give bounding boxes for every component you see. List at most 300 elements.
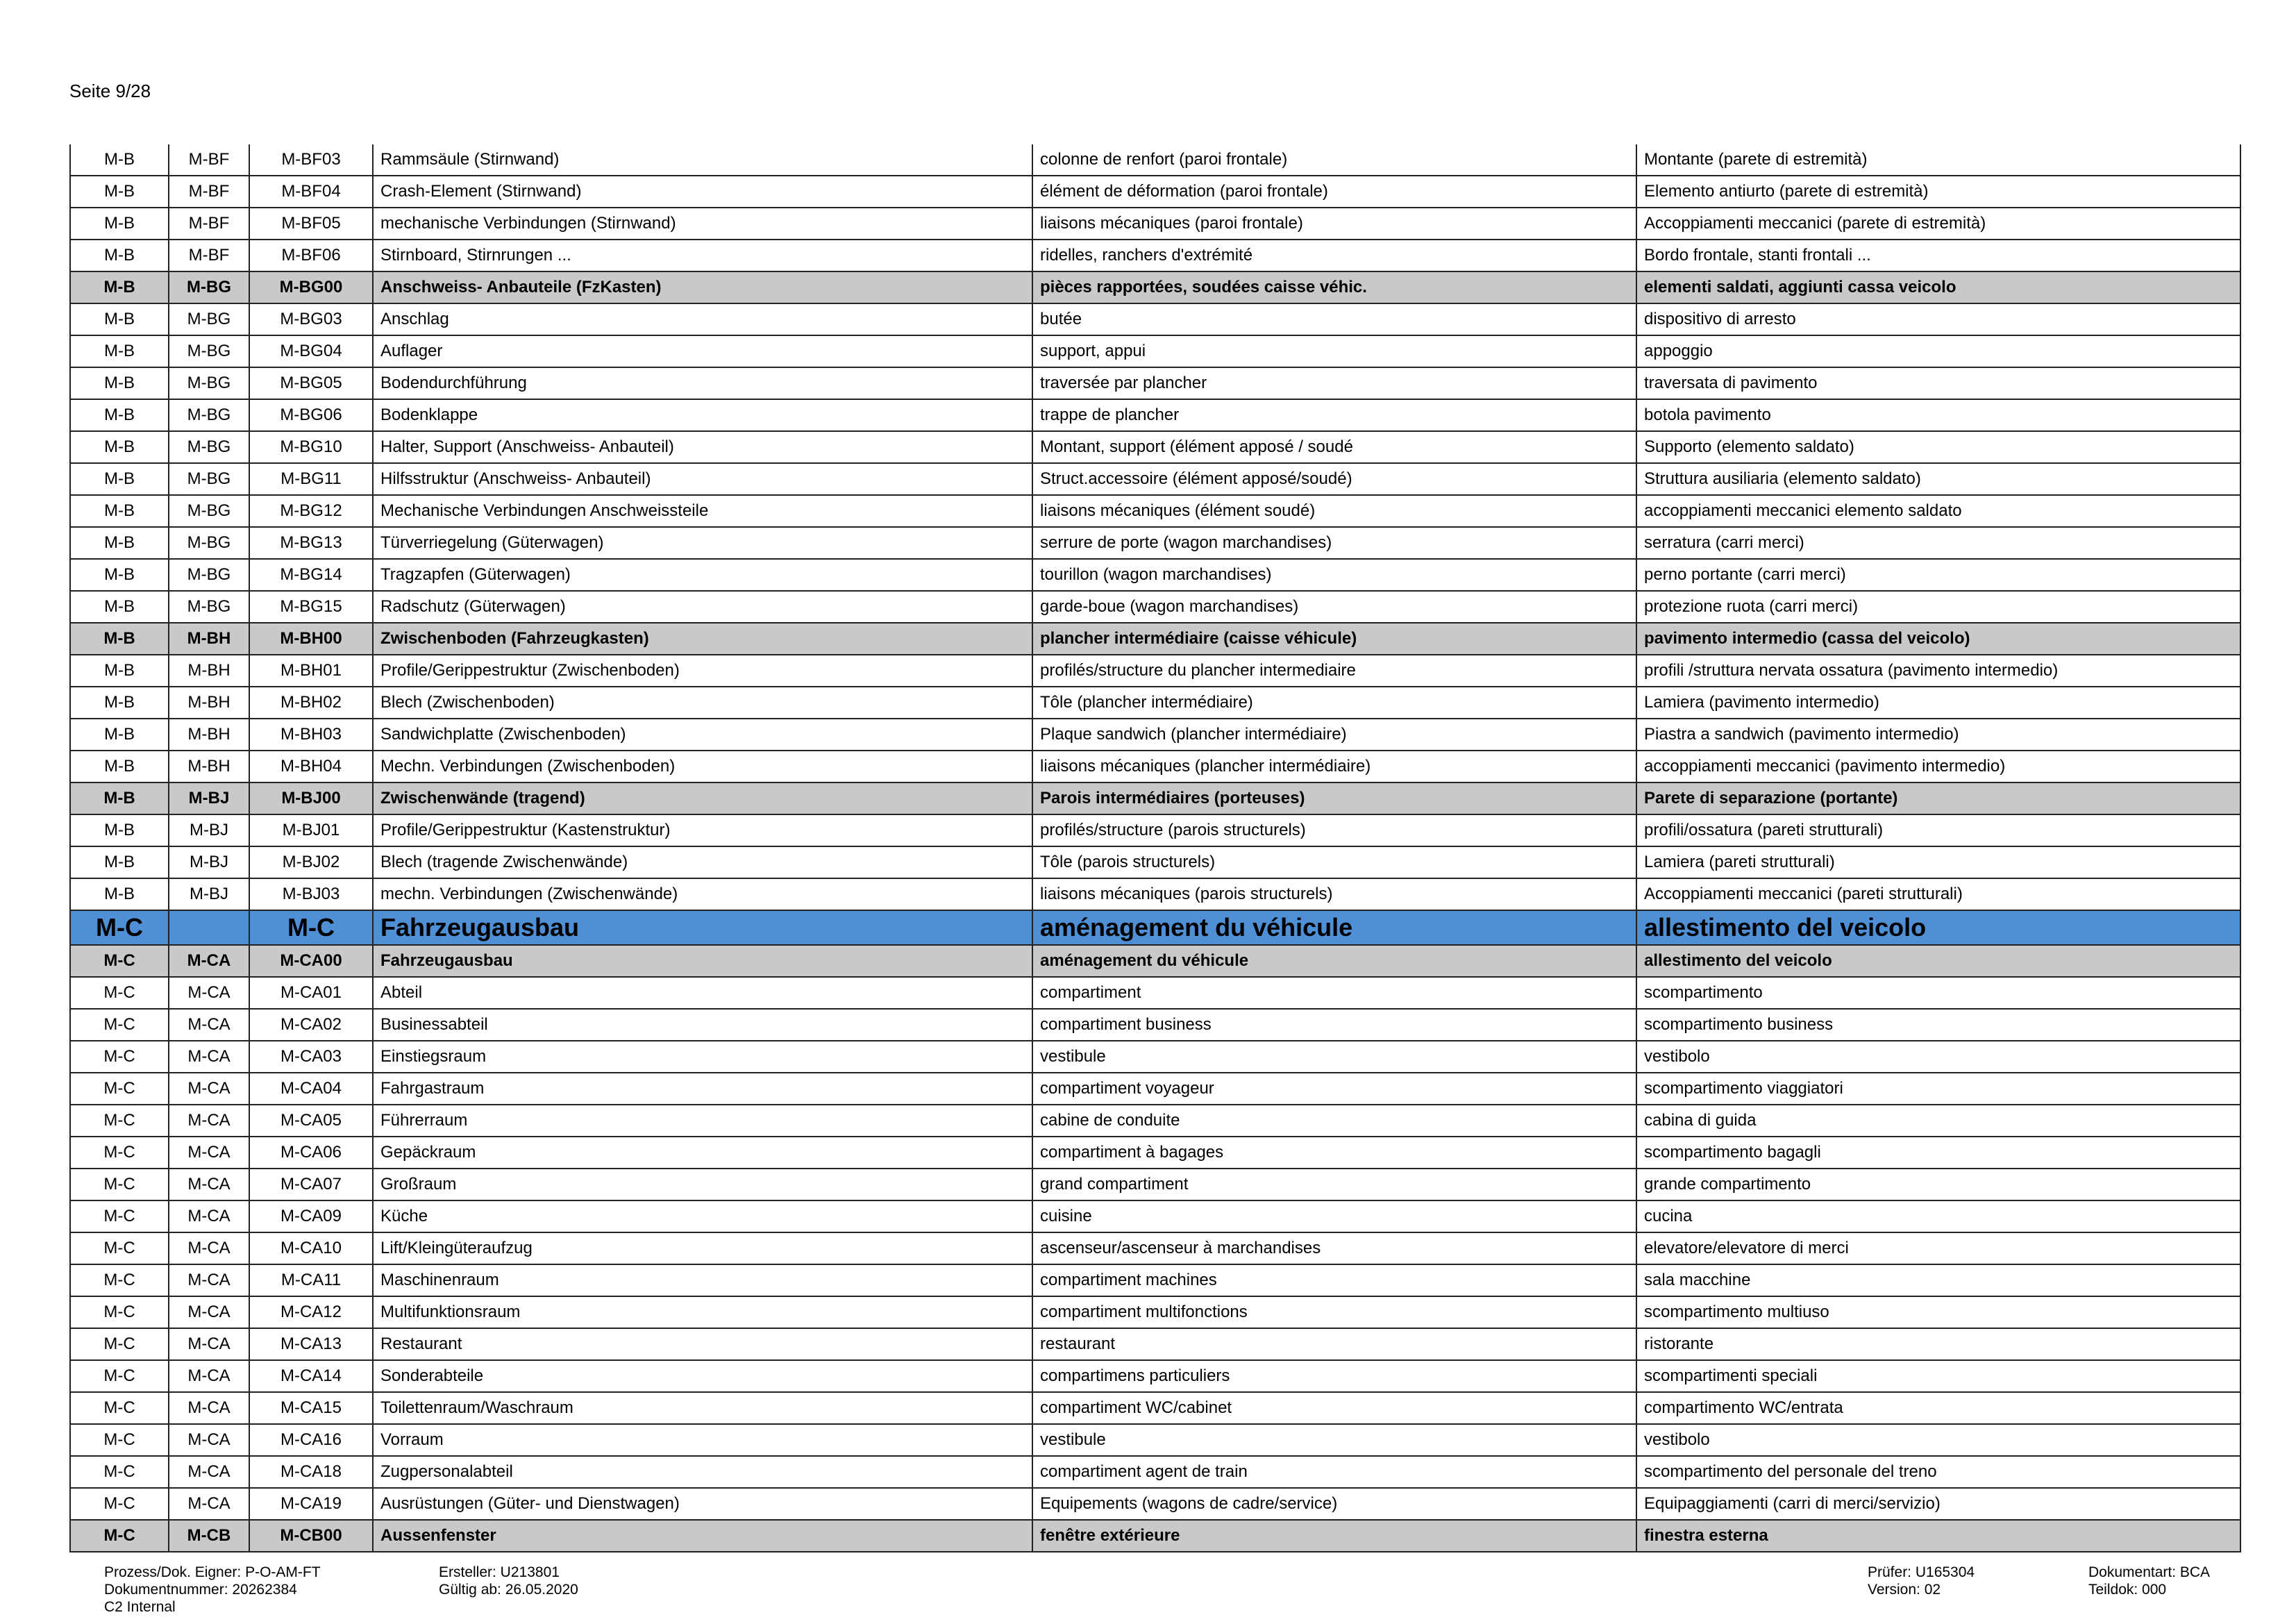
group-header-row bbox=[70, 1520, 2240, 1552]
italian-term-cell: sala macchine bbox=[1636, 1264, 2240, 1296]
subgroup-code-cell: M-BG bbox=[169, 303, 249, 335]
subgroup-code-cell: M-BH bbox=[169, 719, 249, 751]
french-term-cell: ridelles, ranchers d'extrémité bbox=[1032, 240, 1636, 271]
french-term-cell: compartiment WC/cabinet bbox=[1032, 1392, 1636, 1424]
italian-term-cell: elevatore/elevatore di merci bbox=[1636, 1232, 2240, 1264]
french-term-cell: Plaque sandwich (plancher intermédiaire) bbox=[1032, 719, 1636, 751]
french-term-cell: support, appui bbox=[1032, 335, 1636, 367]
item-code-cell: M-CA10 bbox=[249, 1232, 373, 1264]
item-code-cell: M-CA15 bbox=[249, 1392, 373, 1424]
item-code-cell: M-BH00 bbox=[249, 623, 373, 655]
footer-creator: Ersteller: U213801 bbox=[439, 1564, 560, 1580]
german-term-cell: Fahrzeugausbau bbox=[373, 910, 1032, 945]
table-row bbox=[70, 1392, 2240, 1424]
italian-term-cell: Piastra a sandwich (pavimento intermedio) bbox=[1636, 719, 2240, 751]
table-body bbox=[70, 144, 2240, 1552]
item-code-cell: M-CA19 bbox=[249, 1488, 373, 1520]
german-term-cell: Abteil bbox=[373, 977, 1032, 1009]
german-term-cell: mechanische Verbindungen (Stirnwand) bbox=[373, 208, 1032, 240]
footer-doc-number: Dokumentnummer: 20262384 bbox=[104, 1582, 297, 1598]
german-term-cell: Aussenfenster bbox=[373, 1520, 1032, 1552]
french-term-cell: fenêtre extérieure bbox=[1032, 1520, 1636, 1552]
subgroup-code-cell: M-BG bbox=[169, 335, 249, 367]
german-term-cell: Bodendurchführung bbox=[373, 367, 1032, 399]
table-row bbox=[70, 846, 2240, 878]
item-code-cell: M-CA07 bbox=[249, 1169, 373, 1200]
group-code-cell: M-B bbox=[70, 271, 169, 303]
group-code-cell: M-C bbox=[70, 1232, 169, 1264]
group-code-cell: M-C bbox=[70, 1264, 169, 1296]
item-code-cell: M-BJ02 bbox=[249, 846, 373, 878]
item-code-cell: M-BH03 bbox=[249, 719, 373, 751]
table-row bbox=[70, 495, 2240, 527]
italian-term-cell: dispositivo di arresto bbox=[1636, 303, 2240, 335]
item-code-cell: M-CA01 bbox=[249, 977, 373, 1009]
french-term-cell: Montant, support (élément apposé / soudé bbox=[1032, 431, 1636, 463]
group-code-cell: M-B bbox=[70, 303, 169, 335]
italian-term-cell: finestra esterna bbox=[1636, 1520, 2240, 1552]
item-code-cell: M-CA04 bbox=[249, 1073, 373, 1105]
italian-term-cell: traversata di pavimento bbox=[1636, 367, 2240, 399]
french-term-cell: plancher intermédiaire (caisse véhicule) bbox=[1032, 623, 1636, 655]
subgroup-code-cell: M-BJ bbox=[169, 878, 249, 910]
french-term-cell: colonne de renfort (paroi frontale) bbox=[1032, 144, 1636, 176]
subgroup-code-cell: M-CA bbox=[169, 1105, 249, 1137]
german-term-cell: Blech (Zwischenboden) bbox=[373, 687, 1032, 719]
french-term-cell: garde-boue (wagon marchandises) bbox=[1032, 591, 1636, 623]
french-term-cell: Equipements (wagons de cadre/service) bbox=[1032, 1488, 1636, 1520]
group-code-cell: M-C bbox=[70, 1424, 169, 1456]
subgroup-code-cell: M-BG bbox=[169, 399, 249, 431]
french-term-cell: aménagement du véhicule bbox=[1032, 945, 1636, 977]
italian-term-cell: scompartimento del personale del treno bbox=[1636, 1456, 2240, 1488]
german-term-cell: Bodenklappe bbox=[373, 399, 1032, 431]
subgroup-code-cell: M-BJ bbox=[169, 814, 249, 846]
italian-term-cell: scompartimenti speciali bbox=[1636, 1360, 2240, 1392]
french-term-cell: compartiment business bbox=[1032, 1009, 1636, 1041]
french-term-cell: butée bbox=[1032, 303, 1636, 335]
group-code-cell: M-B bbox=[70, 208, 169, 240]
italian-term-cell: Supporto (elemento saldato) bbox=[1636, 431, 2240, 463]
german-term-cell: Ausrüstungen (Güter- und Dienstwagen) bbox=[373, 1488, 1032, 1520]
subgroup-code-cell: M-CA bbox=[169, 1424, 249, 1456]
subgroup-code-cell: M-CA bbox=[169, 1009, 249, 1041]
german-term-cell: Crash-Element (Stirnwand) bbox=[373, 176, 1032, 208]
french-term-cell: cuisine bbox=[1032, 1200, 1636, 1232]
italian-term-cell: ristorante bbox=[1636, 1328, 2240, 1360]
page-footer bbox=[0, 1564, 2296, 1624]
group-code-cell: M-C bbox=[70, 1520, 169, 1552]
italian-term-cell: scompartimento business bbox=[1636, 1009, 2240, 1041]
italian-term-cell: allestimento del veicolo bbox=[1636, 945, 2240, 977]
item-code-cell: M-BG04 bbox=[249, 335, 373, 367]
table-row bbox=[70, 367, 2240, 399]
group-code-cell: M-B bbox=[70, 559, 169, 591]
french-term-cell: compartiment voyageur bbox=[1032, 1073, 1636, 1105]
group-code-cell: M-C bbox=[70, 1137, 169, 1169]
french-term-cell: grand compartiment bbox=[1032, 1169, 1636, 1200]
subgroup-code-cell: M-BF bbox=[169, 208, 249, 240]
group-code-cell: M-B bbox=[70, 335, 169, 367]
group-code-cell: M-B bbox=[70, 367, 169, 399]
item-code-cell: M-CA13 bbox=[249, 1328, 373, 1360]
french-term-cell: compartiment bbox=[1032, 977, 1636, 1009]
table-row bbox=[70, 1073, 2240, 1105]
italian-term-cell: scompartimento bagagli bbox=[1636, 1137, 2240, 1169]
table-row bbox=[70, 208, 2240, 240]
german-term-cell: Türverriegelung (Güterwagen) bbox=[373, 527, 1032, 559]
german-term-cell: Radschutz (Güterwagen) bbox=[373, 591, 1032, 623]
item-code-cell: M-BF05 bbox=[249, 208, 373, 240]
subgroup-code-cell: M-BG bbox=[169, 463, 249, 495]
german-term-cell: Zugpersonalabteil bbox=[373, 1456, 1032, 1488]
table-row bbox=[70, 591, 2240, 623]
item-code-cell: M-BG06 bbox=[249, 399, 373, 431]
group-code-cell: M-B bbox=[70, 431, 169, 463]
item-code-cell: M-CA02 bbox=[249, 1009, 373, 1041]
french-term-cell: Tôle (parois structurels) bbox=[1032, 846, 1636, 878]
footer-owner-block bbox=[104, 1564, 321, 1616]
table-row bbox=[70, 1137, 2240, 1169]
subgroup-code-cell: M-CA bbox=[169, 1360, 249, 1392]
group-code-cell: M-C bbox=[70, 1105, 169, 1137]
german-term-cell: Auflager bbox=[373, 335, 1032, 367]
group-code-cell: M-C bbox=[70, 1488, 169, 1520]
subgroup-code-cell: M-BH bbox=[169, 687, 249, 719]
subgroup-code-cell: M-BF bbox=[169, 176, 249, 208]
item-code-cell: M-BG12 bbox=[249, 495, 373, 527]
subgroup-code-cell: M-BG bbox=[169, 527, 249, 559]
item-code-cell: M-CA11 bbox=[249, 1264, 373, 1296]
group-code-cell: M-C bbox=[70, 1328, 169, 1360]
italian-term-cell: perno portante (carri merci) bbox=[1636, 559, 2240, 591]
german-term-cell: Blech (tragende Zwischenwände) bbox=[373, 846, 1032, 878]
italian-term-cell: appoggio bbox=[1636, 335, 2240, 367]
subgroup-code-cell: M-CA bbox=[169, 1264, 249, 1296]
french-term-cell: tourillon (wagon marchandises) bbox=[1032, 559, 1636, 591]
italian-term-cell: Struttura ausiliaria (elemento saldato) bbox=[1636, 463, 2240, 495]
item-code-cell: M-CA16 bbox=[249, 1424, 373, 1456]
table-row bbox=[70, 335, 2240, 367]
french-term-cell: profilés/structure du plancher intermediaire bbox=[1032, 655, 1636, 687]
french-term-cell: compartiment agent de train bbox=[1032, 1456, 1636, 1488]
table-row bbox=[70, 559, 2240, 591]
italian-term-cell: grande compartimento bbox=[1636, 1169, 2240, 1200]
table-row bbox=[70, 303, 2240, 335]
group-code-cell: M-C bbox=[70, 1456, 169, 1488]
table-row bbox=[70, 1328, 2240, 1360]
italian-term-cell: profili /struttura nervata ossatura (pavimento intermedio) bbox=[1636, 655, 2240, 687]
table-row bbox=[70, 655, 2240, 687]
table-row bbox=[70, 1232, 2240, 1264]
italian-term-cell: cucina bbox=[1636, 1200, 2240, 1232]
table-row bbox=[70, 1456, 2240, 1488]
item-code-cell: M-BJ00 bbox=[249, 782, 373, 814]
french-term-cell: liaisons mécaniques (élément soudé) bbox=[1032, 495, 1636, 527]
group-code-cell: M-B bbox=[70, 655, 169, 687]
item-code-cell: M-BF06 bbox=[249, 240, 373, 271]
french-term-cell: profilés/structure (parois structurels) bbox=[1032, 814, 1636, 846]
french-term-cell: Struct.accessoire (élément apposé/soudé) bbox=[1032, 463, 1636, 495]
italian-term-cell: elementi saldati, aggiunti cassa veicolo bbox=[1636, 271, 2240, 303]
german-term-cell: Rammsäule (Stirnwand) bbox=[373, 144, 1032, 176]
group-code-cell: M-B bbox=[70, 240, 169, 271]
footer-valid-from: Gültig ab: 26.05.2020 bbox=[439, 1582, 578, 1598]
subgroup-code-cell: M-CA bbox=[169, 1137, 249, 1169]
item-code-cell: M-CA05 bbox=[249, 1105, 373, 1137]
footer-classification: C2 Internal bbox=[104, 1599, 176, 1615]
subgroup-code-cell: M-CA bbox=[169, 1232, 249, 1264]
item-code-cell: M-BG10 bbox=[249, 431, 373, 463]
german-term-cell: Fahrgastraum bbox=[373, 1073, 1032, 1105]
group-code-cell: M-B bbox=[70, 751, 169, 782]
german-term-cell: Profile/Gerippestruktur (Kastenstruktur) bbox=[373, 814, 1032, 846]
subgroup-code-cell: M-CA bbox=[169, 1200, 249, 1232]
item-code-cell: M-C bbox=[249, 910, 373, 945]
group-code-cell: M-C bbox=[70, 1009, 169, 1041]
italian-term-cell: Montante (parete di estremità) bbox=[1636, 144, 2240, 176]
group-code-cell: M-B bbox=[70, 814, 169, 846]
item-code-cell: M-BH01 bbox=[249, 655, 373, 687]
group-code-cell: M-C bbox=[70, 1073, 169, 1105]
italian-term-cell: accoppiamenti meccanici (pavimento intermedio) bbox=[1636, 751, 2240, 782]
footer-creator-block bbox=[439, 1564, 578, 1598]
footer-owner: Prozess/Dok. Eigner: P-O-AM-FT bbox=[104, 1564, 321, 1580]
italian-term-cell: pavimento intermedio (cassa del veicolo) bbox=[1636, 623, 2240, 655]
item-code-cell: M-BJ01 bbox=[249, 814, 373, 846]
group-code-cell: M-B bbox=[70, 878, 169, 910]
german-term-cell: mechn. Verbindungen (Zwischenwände) bbox=[373, 878, 1032, 910]
table-row bbox=[70, 719, 2240, 751]
group-header-row bbox=[70, 782, 2240, 814]
german-term-cell: Einstiegsraum bbox=[373, 1041, 1032, 1073]
german-term-cell: Zwischenboden (Fahrzeugkasten) bbox=[373, 623, 1032, 655]
group-code-cell: M-B bbox=[70, 495, 169, 527]
french-term-cell: vestibule bbox=[1032, 1041, 1636, 1073]
table-row bbox=[70, 1200, 2240, 1232]
table-row bbox=[70, 687, 2240, 719]
german-term-cell: Fahrzeugausbau bbox=[373, 945, 1032, 977]
italian-term-cell: profili/ossatura (pareti strutturali) bbox=[1636, 814, 2240, 846]
french-term-cell: liaisons mécaniques (plancher intermédiaire) bbox=[1032, 751, 1636, 782]
french-term-cell: compartiment à bagages bbox=[1032, 1137, 1636, 1169]
item-code-cell: M-BJ03 bbox=[249, 878, 373, 910]
group-code-cell: M-B bbox=[70, 463, 169, 495]
item-code-cell: M-CA09 bbox=[249, 1200, 373, 1232]
german-term-cell: Maschinenraum bbox=[373, 1264, 1032, 1296]
group-code-cell: M-B bbox=[70, 782, 169, 814]
table-row bbox=[70, 463, 2240, 495]
german-term-cell: Küche bbox=[373, 1200, 1032, 1232]
german-term-cell: Lift/Kleingüteraufzug bbox=[373, 1232, 1032, 1264]
item-code-cell: M-BF03 bbox=[249, 144, 373, 176]
table-row bbox=[70, 1296, 2240, 1328]
item-code-cell: M-BH04 bbox=[249, 751, 373, 782]
italian-term-cell: Lamiera (pavimento intermedio) bbox=[1636, 687, 2240, 719]
item-code-cell: M-BG15 bbox=[249, 591, 373, 623]
subgroup-code-cell bbox=[169, 910, 249, 945]
group-code-cell: M-B bbox=[70, 846, 169, 878]
table-row bbox=[70, 878, 2240, 910]
french-term-cell: restaurant bbox=[1032, 1328, 1636, 1360]
item-code-cell: M-BG11 bbox=[249, 463, 373, 495]
table-row bbox=[70, 1009, 2240, 1041]
french-term-cell: élément de déformation (paroi frontale) bbox=[1032, 176, 1636, 208]
group-code-cell: M-C bbox=[70, 1296, 169, 1328]
footer-reviewer-block bbox=[1868, 1564, 1975, 1598]
group-header-row bbox=[70, 271, 2240, 303]
group-code-cell: M-B bbox=[70, 399, 169, 431]
german-term-cell: Vorraum bbox=[373, 1424, 1032, 1456]
italian-term-cell: serratura (carri merci) bbox=[1636, 527, 2240, 559]
german-term-cell: Businessabteil bbox=[373, 1009, 1032, 1041]
subgroup-code-cell: M-BG bbox=[169, 495, 249, 527]
group-code-cell: M-B bbox=[70, 176, 169, 208]
group-code-cell: M-C bbox=[70, 977, 169, 1009]
subgroup-code-cell: M-BH bbox=[169, 751, 249, 782]
item-code-cell: M-CB00 bbox=[249, 1520, 373, 1552]
italian-term-cell: botola pavimento bbox=[1636, 399, 2240, 431]
german-term-cell: Großraum bbox=[373, 1169, 1032, 1200]
footer-version: Version: 02 bbox=[1868, 1582, 1941, 1598]
table-row bbox=[70, 431, 2240, 463]
group-code-cell: M-C bbox=[70, 945, 169, 977]
subgroup-code-cell: M-CA bbox=[169, 1488, 249, 1520]
table-row bbox=[70, 1360, 2240, 1392]
french-term-cell: pièces rapportées, soudées caisse véhic. bbox=[1032, 271, 1636, 303]
german-term-cell: Mechanische Verbindungen Anschweissteile bbox=[373, 495, 1032, 527]
group-code-cell: M-B bbox=[70, 144, 169, 176]
italian-term-cell: scompartimento multiuso bbox=[1636, 1296, 2240, 1328]
subgroup-code-cell: M-CA bbox=[169, 977, 249, 1009]
italian-term-cell: vestibolo bbox=[1636, 1424, 2240, 1456]
french-term-cell: liaisons mécaniques (paroi frontale) bbox=[1032, 208, 1636, 240]
subgroup-code-cell: M-BJ bbox=[169, 782, 249, 814]
french-term-cell: liaisons mécaniques (parois structurels) bbox=[1032, 878, 1636, 910]
subgroup-code-cell: M-CA bbox=[169, 1328, 249, 1360]
italian-term-cell: Accoppiamenti meccanici (parete di estremità) bbox=[1636, 208, 2240, 240]
subgroup-code-cell: M-CB bbox=[169, 1520, 249, 1552]
german-term-cell: Toilettenraum/Waschraum bbox=[373, 1392, 1032, 1424]
group-code-cell: M-C bbox=[70, 910, 169, 945]
italian-term-cell: Elemento antiurto (parete di estremità) bbox=[1636, 176, 2240, 208]
item-code-cell: M-BG00 bbox=[249, 271, 373, 303]
italian-term-cell: Equipaggiamenti (carri di merci/servizio) bbox=[1636, 1488, 2240, 1520]
german-term-cell: Zwischenwände (tragend) bbox=[373, 782, 1032, 814]
item-code-cell: M-CA14 bbox=[249, 1360, 373, 1392]
subgroup-code-cell: M-BG bbox=[169, 271, 249, 303]
italian-term-cell: scompartimento viaggiatori bbox=[1636, 1073, 2240, 1105]
footer-part-doc: Teildok: 000 bbox=[2088, 1582, 2167, 1598]
italian-term-cell: vestibolo bbox=[1636, 1041, 2240, 1073]
group-header-row bbox=[70, 623, 2240, 655]
german-term-cell: Profile/Gerippestruktur (Zwischenboden) bbox=[373, 655, 1032, 687]
subgroup-code-cell: M-BG bbox=[169, 591, 249, 623]
german-term-cell: Multifunktionsraum bbox=[373, 1296, 1032, 1328]
italian-term-cell: protezione ruota (carri merci) bbox=[1636, 591, 2240, 623]
item-code-cell: M-BH02 bbox=[249, 687, 373, 719]
table-row bbox=[70, 144, 2240, 176]
item-code-cell: M-BG14 bbox=[249, 559, 373, 591]
french-term-cell: cabine de conduite bbox=[1032, 1105, 1636, 1137]
german-term-cell: Führerraum bbox=[373, 1105, 1032, 1137]
italian-term-cell: allestimento del veicolo bbox=[1636, 910, 2240, 945]
table-row bbox=[70, 1105, 2240, 1137]
subgroup-code-cell: M-BG bbox=[169, 367, 249, 399]
german-term-cell: Mechn. Verbindungen (Zwischenboden) bbox=[373, 751, 1032, 782]
french-term-cell: aménagement du véhicule bbox=[1032, 910, 1636, 945]
german-term-cell: Sandwichplatte (Zwischenboden) bbox=[373, 719, 1032, 751]
subgroup-code-cell: M-BG bbox=[169, 431, 249, 463]
footer-doctype-block bbox=[2088, 1564, 2210, 1598]
table-row bbox=[70, 814, 2240, 846]
subgroup-code-cell: M-BH bbox=[169, 655, 249, 687]
group-code-cell: M-B bbox=[70, 687, 169, 719]
table-row bbox=[70, 176, 2240, 208]
german-term-cell: Anschlag bbox=[373, 303, 1032, 335]
french-term-cell: Tôle (plancher intermédiaire) bbox=[1032, 687, 1636, 719]
group-code-cell: M-C bbox=[70, 1041, 169, 1073]
subgroup-code-cell: M-CA bbox=[169, 1169, 249, 1200]
german-term-cell: Sonderabteile bbox=[373, 1360, 1032, 1392]
french-term-cell: compartimens particuliers bbox=[1032, 1360, 1636, 1392]
table-row bbox=[70, 751, 2240, 782]
table-row bbox=[70, 977, 2240, 1009]
group-code-cell: M-B bbox=[70, 623, 169, 655]
table-row bbox=[70, 1488, 2240, 1520]
italian-term-cell: compartimento WC/entrata bbox=[1636, 1392, 2240, 1424]
table-row bbox=[70, 1264, 2240, 1296]
item-code-cell: M-BG05 bbox=[249, 367, 373, 399]
subgroup-code-cell: M-CA bbox=[169, 1296, 249, 1328]
french-term-cell: traversée par plancher bbox=[1032, 367, 1636, 399]
table-row bbox=[70, 1041, 2240, 1073]
footer-reviewer: Prüfer: U165304 bbox=[1868, 1564, 1975, 1580]
german-term-cell: Halter, Support (Anschweiss- Anbauteil) bbox=[373, 431, 1032, 463]
table-row bbox=[70, 1424, 2240, 1456]
french-term-cell: trappe de plancher bbox=[1032, 399, 1636, 431]
italian-term-cell: Lamiera (pareti strutturali) bbox=[1636, 846, 2240, 878]
french-term-cell: serrure de porte (wagon marchandises) bbox=[1032, 527, 1636, 559]
subgroup-code-cell: M-BH bbox=[169, 623, 249, 655]
main-group-row bbox=[70, 910, 2240, 945]
subgroup-code-cell: M-CA bbox=[169, 1041, 249, 1073]
subgroup-code-cell: M-CA bbox=[169, 1456, 249, 1488]
french-term-cell: ascenseur/ascenseur à marchandises bbox=[1032, 1232, 1636, 1264]
footer-doc-type: Dokumentart: BCA bbox=[2088, 1564, 2211, 1580]
italian-term-cell: scompartimento bbox=[1636, 977, 2240, 1009]
subgroup-code-cell: M-BG bbox=[169, 559, 249, 591]
subgroup-code-cell: M-BJ bbox=[169, 846, 249, 878]
german-term-cell: Hilfsstruktur (Anschweiss- Anbauteil) bbox=[373, 463, 1032, 495]
italian-term-cell: Bordo frontale, stanti frontali ... bbox=[1636, 240, 2240, 271]
page-number: Seite 9/28 bbox=[69, 81, 151, 101]
group-code-cell: M-C bbox=[70, 1392, 169, 1424]
item-code-cell: M-BF04 bbox=[249, 176, 373, 208]
item-code-cell: M-BG03 bbox=[249, 303, 373, 335]
table-row bbox=[70, 527, 2240, 559]
subgroup-code-cell: M-CA bbox=[169, 945, 249, 977]
italian-term-cell: cabina di guida bbox=[1636, 1105, 2240, 1137]
german-term-cell: Stirnboard, Stirnrungen ... bbox=[373, 240, 1032, 271]
german-term-cell: Gepäckraum bbox=[373, 1137, 1032, 1169]
item-code-cell: M-CA03 bbox=[249, 1041, 373, 1073]
french-term-cell: compartiment multifonctions bbox=[1032, 1296, 1636, 1328]
code-table bbox=[69, 144, 2240, 1552]
table-row bbox=[70, 1169, 2240, 1200]
group-code-cell: M-C bbox=[70, 1360, 169, 1392]
italian-term-cell: Parete di separazione (portante) bbox=[1636, 782, 2240, 814]
